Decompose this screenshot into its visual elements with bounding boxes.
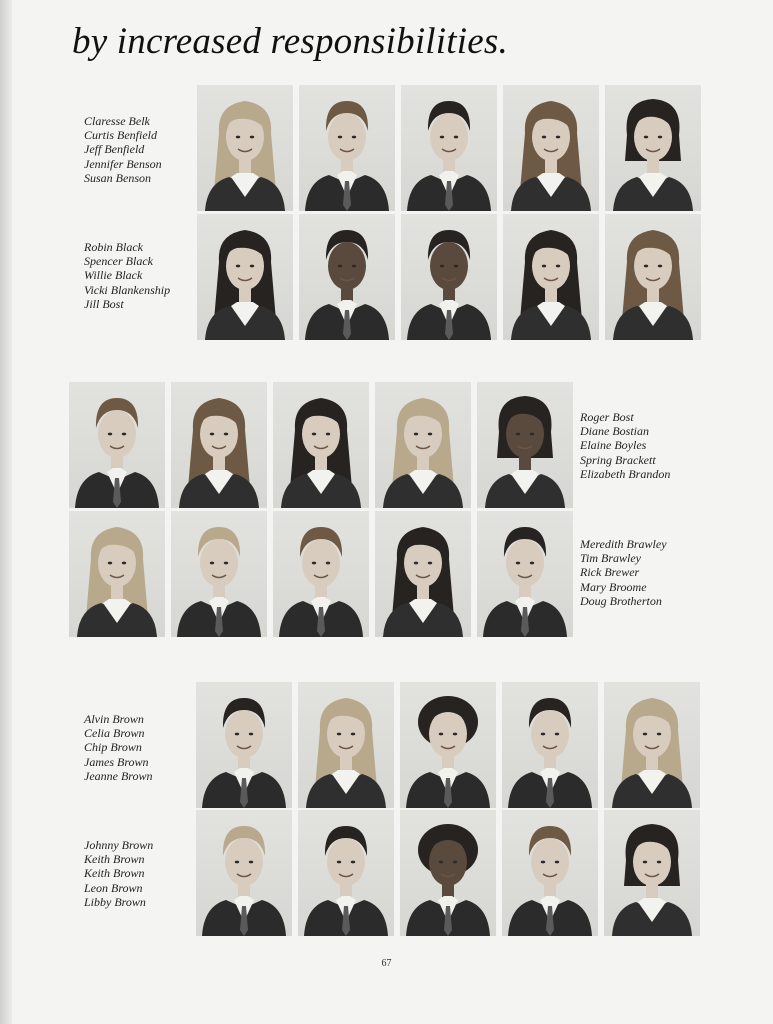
student-name: Chip Brown xyxy=(84,740,142,755)
names-list xyxy=(84,240,170,311)
student-name: James Brown xyxy=(84,754,149,769)
student-name: Claresse Belk xyxy=(84,114,150,128)
student-name: Jennifer Benson xyxy=(84,156,162,171)
student-name: Elizabeth Brandon xyxy=(580,466,671,481)
student-name: Mary Broome xyxy=(580,579,647,594)
student-portrait xyxy=(197,214,293,340)
student-portrait xyxy=(400,682,496,808)
student-name: Spring Brackett xyxy=(580,452,656,467)
student-name: Susan Benson xyxy=(84,170,151,185)
student-name: Keith Brown xyxy=(84,866,145,881)
student-portrait xyxy=(171,382,267,508)
student-portrait xyxy=(69,511,165,637)
student-portrait xyxy=(197,85,293,211)
student-name: Elaine Boyles xyxy=(580,438,647,453)
student-portrait xyxy=(503,85,599,211)
page-edge xyxy=(0,0,12,1024)
names-list xyxy=(84,114,162,185)
names-list xyxy=(84,838,153,909)
student-name: Tim Brawley xyxy=(580,551,642,566)
student-portrait xyxy=(604,682,700,808)
student-name: Alvin Brown xyxy=(84,712,144,726)
student-portrait xyxy=(477,382,573,508)
student-name: Willie Black xyxy=(84,268,143,283)
student-portrait xyxy=(299,214,395,340)
student-portrait xyxy=(196,810,292,936)
student-name: Johnny Brown xyxy=(84,838,154,852)
student-name: Robin Black xyxy=(84,240,143,254)
student-portrait xyxy=(401,85,497,211)
student-name: Jeff Benfield xyxy=(84,142,145,157)
student-portrait xyxy=(477,511,573,637)
student-portrait xyxy=(196,682,292,808)
student-name: Diane Bostian xyxy=(580,424,649,439)
student-portrait xyxy=(502,810,598,936)
student-name: Leon Brown xyxy=(84,880,143,895)
student-name: Doug Brotherton xyxy=(580,593,662,608)
student-portrait xyxy=(604,810,700,936)
student-portrait xyxy=(273,382,369,508)
student-portrait xyxy=(69,382,165,508)
student-name: Spencer Black xyxy=(84,254,153,269)
student-portrait xyxy=(375,382,471,508)
names-list xyxy=(580,410,670,481)
student-portrait xyxy=(503,214,599,340)
student-portrait xyxy=(605,85,701,211)
student-name: Roger Bost xyxy=(580,410,634,424)
student-portrait xyxy=(171,511,267,637)
student-portrait xyxy=(502,682,598,808)
student-name: Jill Bost xyxy=(84,296,124,311)
student-portrait xyxy=(273,511,369,637)
student-name: Libby Brown xyxy=(84,894,146,909)
student-name: Rick Brewer xyxy=(580,565,640,580)
names-list xyxy=(84,712,153,783)
student-name: Jeanne Brown xyxy=(84,768,153,783)
student-portrait xyxy=(605,214,701,340)
student-name: Curtis Benfield xyxy=(84,128,157,143)
student-portrait xyxy=(375,511,471,637)
student-portrait xyxy=(400,810,496,936)
student-portrait xyxy=(401,214,497,340)
student-portrait xyxy=(298,810,394,936)
page-title: by increased responsibilities. xyxy=(72,21,508,62)
names-list xyxy=(580,537,667,608)
student-name: Meredith Brawley xyxy=(580,537,667,551)
student-portrait xyxy=(298,682,394,808)
page-number: 67 xyxy=(381,958,392,969)
student-name: Celia Brown xyxy=(84,726,145,741)
student-name: Vicki Blankenship xyxy=(84,282,171,297)
student-portrait xyxy=(299,85,395,211)
student-name: Keith Brown xyxy=(84,852,145,867)
